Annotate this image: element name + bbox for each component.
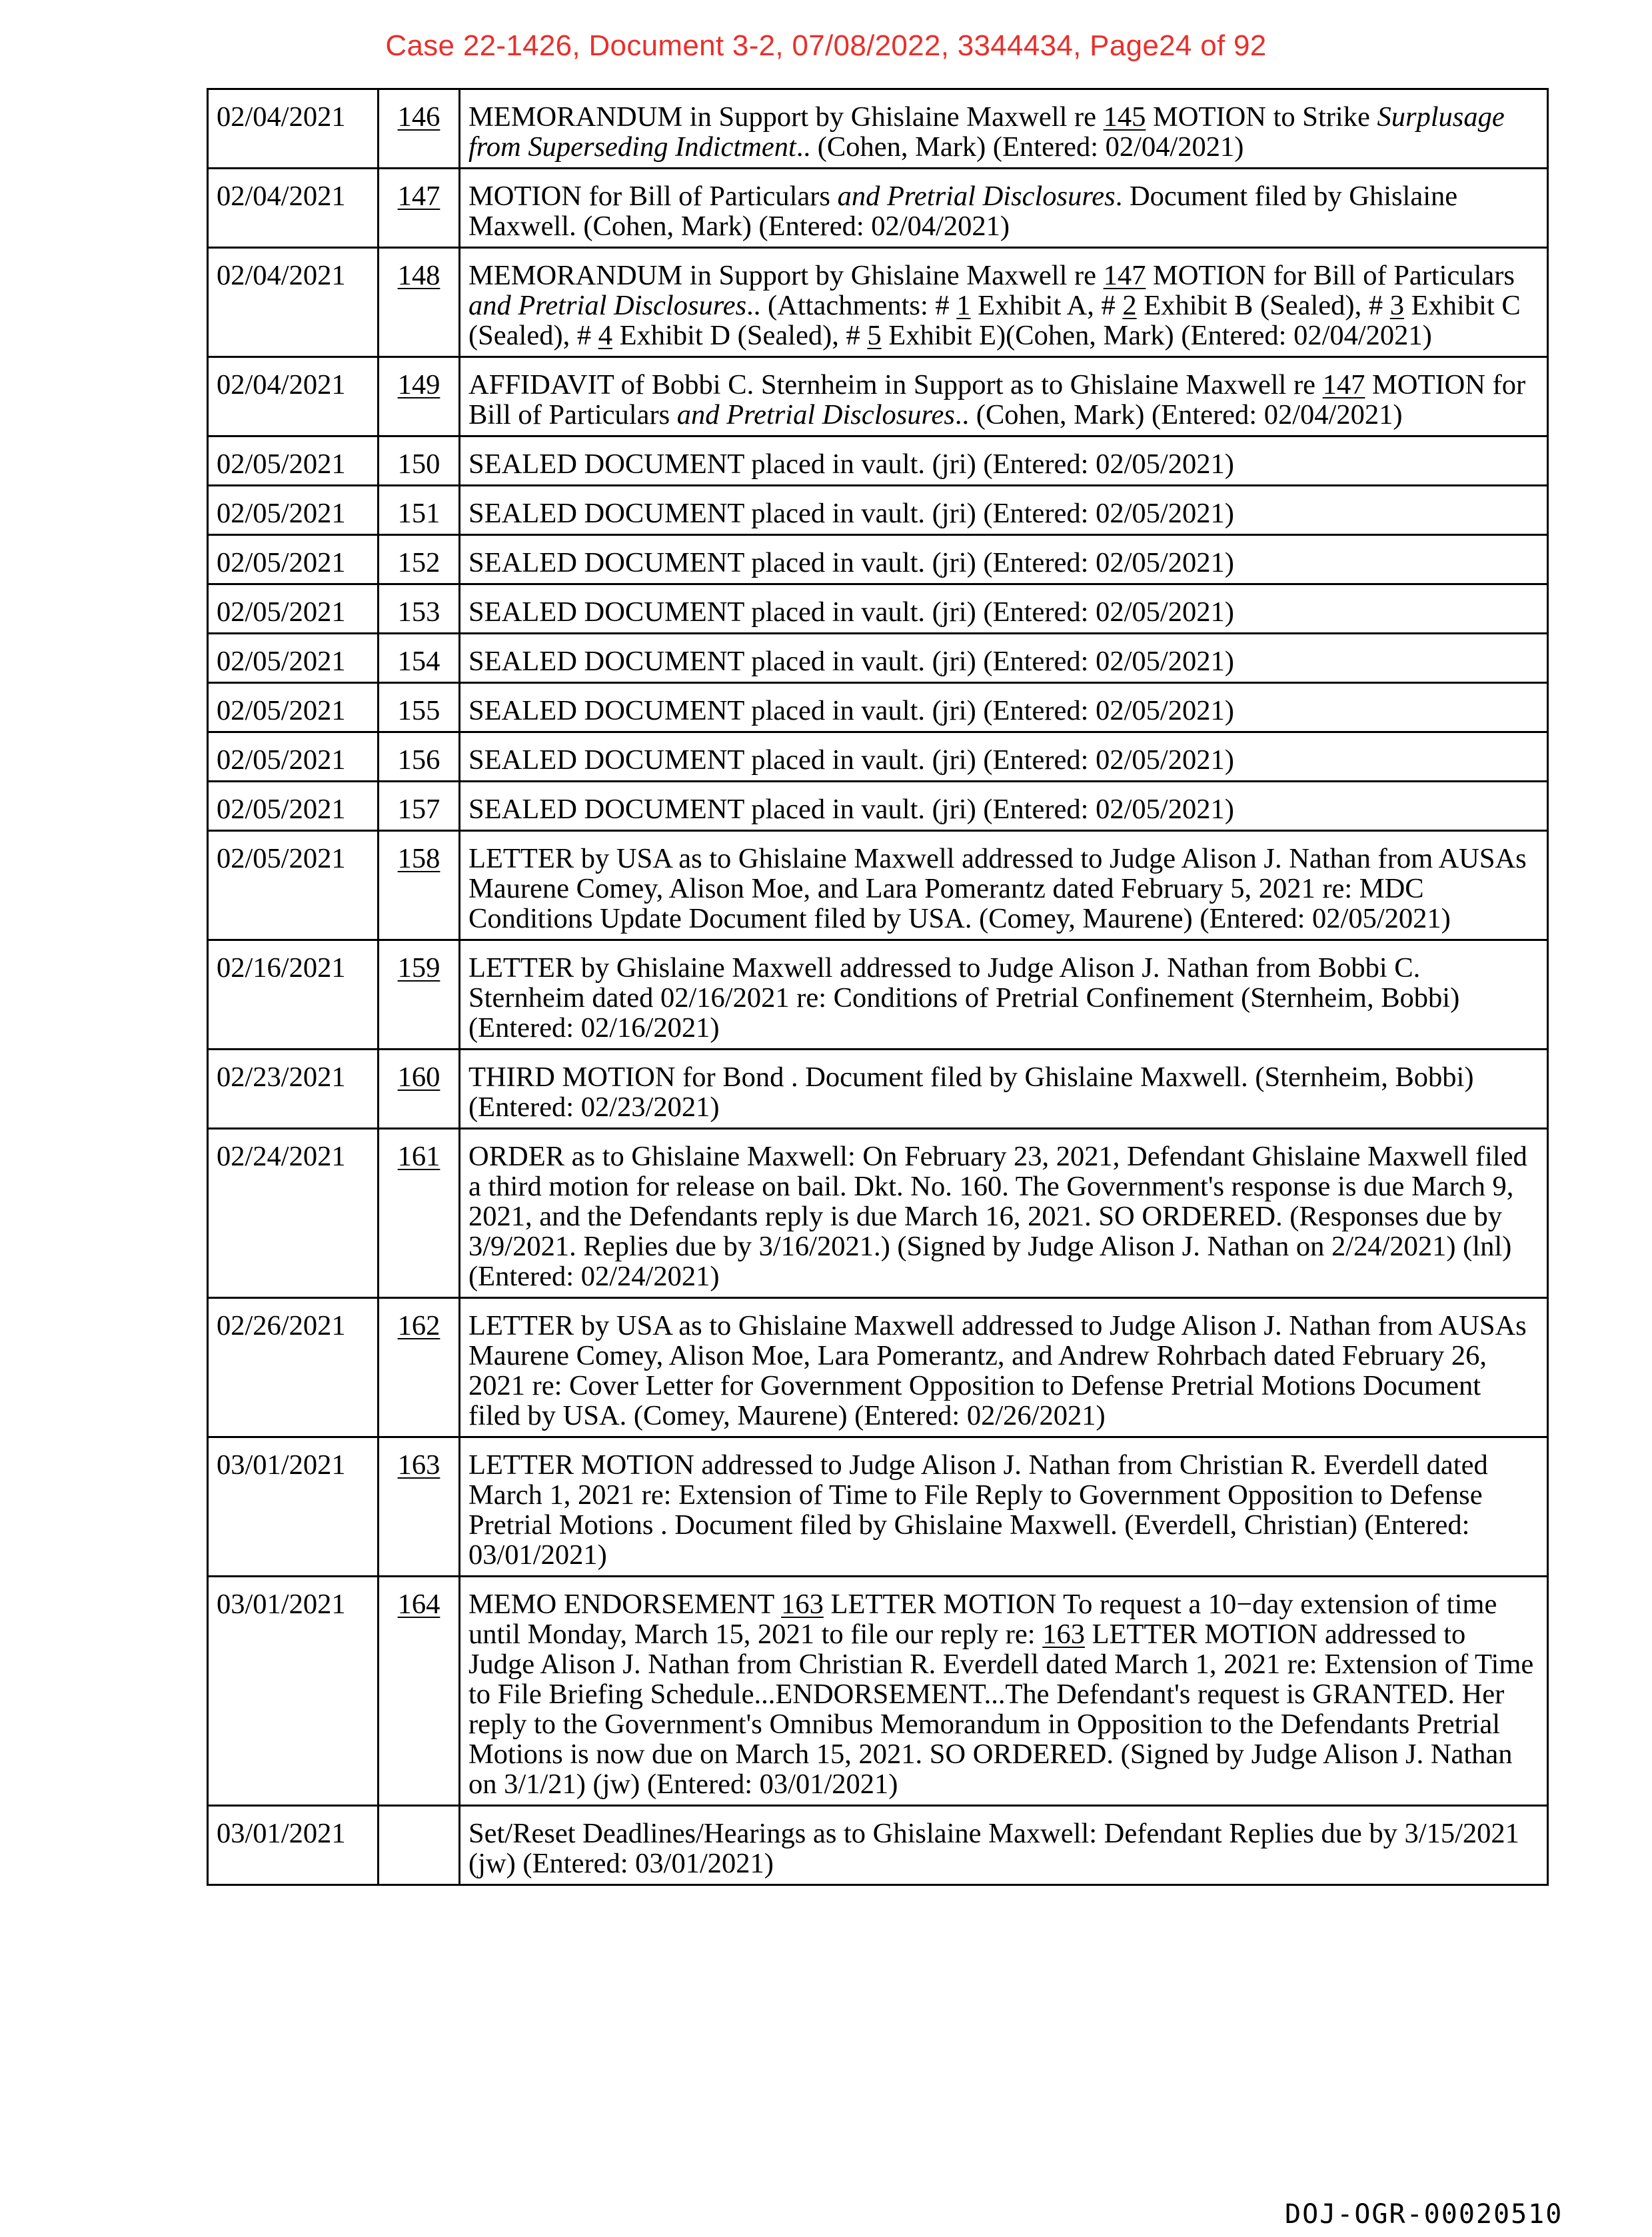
entry-text-segment: LETTER by USA as to Ghislaine Maxwell addressed to Judge Alison J. Nathan from AUSAs Maurene Comey, Alison Moe, Lara Pomerantz, and Andrew Rohrbach dated February 26, 2021 re: Cover Letter for Government Opposition to Defense Pretrial Motions Document filed by USA. (Comey, Maurene) (Entered: 02/26/2021) <box>468 1310 1527 1431</box>
entry-number-cell <box>379 831 460 940</box>
entry-text <box>460 89 1548 169</box>
entry-text-italic: Surplusage from Superseding Indictment <box>468 101 1505 163</box>
entry-text-segment: THIRD MOTION for Bond . Document filed by Ghislaine Maxwell. (Sternheim, Bobbi) (Entered: 02/23/2021) <box>468 1062 1474 1123</box>
entry-text-segment: MOTION to Strike <box>1146 101 1377 133</box>
entry-number: 156 <box>397 744 440 776</box>
entry-text <box>460 436 1548 486</box>
docket-row <box>208 782 1548 831</box>
entry-date: 02/05/2021 <box>208 831 379 940</box>
entry-text-segment: Exhibit C (Sealed), # <box>468 290 1521 351</box>
entry-number-link[interactable]: 162 <box>397 1310 440 1341</box>
entry-text <box>460 486 1548 535</box>
entry-date: 02/04/2021 <box>208 89 379 169</box>
entry-text-segment: MEMO ENDORSEMENT <box>468 1589 782 1620</box>
entry-date: 02/16/2021 <box>208 940 379 1050</box>
entry-number-link[interactable]: 158 <box>397 843 440 874</box>
entry-text-segment: SEALED DOCUMENT placed in vault. (jri) (Entered: 02/05/2021) <box>468 695 1234 726</box>
entry-text <box>460 1806 1548 1885</box>
entry-date: 03/01/2021 <box>208 1577 379 1806</box>
entry-number-link[interactable]: 164 <box>397 1589 440 1620</box>
entry-number-link[interactable]: 146 <box>397 101 440 133</box>
entry-text <box>460 1050 1548 1129</box>
entry-date: 02/04/2021 <box>208 248 379 357</box>
entry-number-cell <box>379 357 460 436</box>
entry-number-cell <box>379 1806 460 1885</box>
entry-text-segment: AFFIDAVIT of Bobbi C. Sternheim in Support as to Ghislaine Maxwell re <box>468 369 1323 400</box>
entry-number-cell <box>379 732 460 782</box>
entry-text-segment: SEALED DOCUMENT placed in vault. (jri) (Entered: 02/05/2021) <box>468 646 1234 677</box>
entry-number: 154 <box>397 646 440 677</box>
entry-date: 02/05/2021 <box>208 634 379 683</box>
entry-date: 02/23/2021 <box>208 1050 379 1129</box>
entry-number-cell <box>379 1050 460 1129</box>
entry-text-segment: LETTER MOTION addressed to Judge Alison J. Nathan from Christian R. Everdell dated March 1, 2021 re: Extension of Time to File Briefing Schedule...ENDORSEMENT...The Defendant's request is GRANTED. Her reply to the Government's Omnibus Memorandum in Opposition to the Defendants Pretrial Motions is now due on March 15, 2021. SO ORDERED. (Signed by Judge Alison J. Nathan on 3/1/21) (jw) (Entered: 03/01/2021) <box>468 1619 1534 1800</box>
entry-text-segment: LETTER MOTION addressed to Judge Alison J. Nathan from Christian R. Everdell dated March 1, 2021 re: Extension of Time to File Reply to Government Opposition to Defense Pretrial Motions . Document filed by Ghislaine Maxwell. (Everdell, Christian) (Entered: 03/01/2021) <box>468 1449 1488 1571</box>
entry-number-link[interactable]: 159 <box>397 952 440 984</box>
docket-reference-link[interactable]: 163 <box>1042 1619 1085 1650</box>
docket-reference-link[interactable]: 147 <box>1322 369 1365 400</box>
docket-row <box>208 1437 1548 1577</box>
docket-reference-link[interactable]: 4 <box>598 320 612 351</box>
entry-text <box>460 940 1548 1050</box>
docket-row <box>208 1806 1548 1885</box>
entry-number-link[interactable]: 161 <box>397 1141 440 1172</box>
entry-text-segment: MOTION for Bill of Particulars <box>1146 260 1515 291</box>
docket-reference-link[interactable]: 2 <box>1122 290 1137 321</box>
entry-text-segment: Exhibit A, # <box>970 290 1123 321</box>
entry-date: 02/05/2021 <box>208 486 379 535</box>
entry-date: 03/01/2021 <box>208 1437 379 1577</box>
entry-date: 02/04/2021 <box>208 357 379 436</box>
entry-number-link[interactable]: 148 <box>397 260 440 291</box>
entry-text <box>460 732 1548 782</box>
entry-text <box>460 831 1548 940</box>
entry-text-segment: MEMORANDUM in Support by Ghislaine Maxwell re <box>468 260 1104 291</box>
entry-text-segment: MEMORANDUM in Support by Ghislaine Maxwell re <box>468 101 1104 133</box>
entry-text-segment: Exhibit E)(Cohen, Mark) (Entered: 02/04/2021) <box>881 320 1432 351</box>
entry-date: 02/04/2021 <box>208 169 379 248</box>
entry-text-segment: SEALED DOCUMENT placed in vault. (jri) (Entered: 02/05/2021) <box>468 547 1234 578</box>
docket-row <box>208 1577 1548 1806</box>
entry-number: 155 <box>397 695 440 726</box>
docket-reference-link[interactable]: 163 <box>781 1589 824 1620</box>
entry-text <box>460 1437 1548 1577</box>
entry-number-cell <box>379 683 460 732</box>
entry-text-segment: LETTER MOTION To request a 10−day extension of time until Monday, March 15, 2021 to file our reply re: <box>468 1589 1497 1650</box>
docket-row <box>208 535 1548 584</box>
docket-reference-link[interactable]: 3 <box>1389 290 1404 321</box>
docket-row <box>208 831 1548 940</box>
entry-text <box>460 683 1548 732</box>
docket-reference-link[interactable]: 145 <box>1103 101 1146 133</box>
entry-number-cell <box>379 634 460 683</box>
entry-number-link[interactable]: 160 <box>397 1062 440 1093</box>
entry-text-segment: .. (Attachments: # <box>746 290 957 321</box>
docket-reference-link[interactable]: 1 <box>956 290 971 321</box>
docket-row <box>208 584 1548 634</box>
docket-row <box>208 436 1548 486</box>
entry-number-cell <box>379 1577 460 1806</box>
entry-text-segment: Exhibit D (Sealed), # <box>612 320 868 351</box>
docket-table <box>207 88 1549 1886</box>
entry-text <box>460 248 1548 357</box>
entry-text-segment: SEALED DOCUMENT placed in vault. (jri) (Entered: 02/05/2021) <box>468 596 1234 628</box>
entry-text-segment: LETTER by USA as to Ghislaine Maxwell addressed to Judge Alison J. Nathan from AUSAs Maurene Comey, Alison Moe, and Lara Pomerantz dated February 5, 2021 re: MDC Conditions Update Document filed by USA. (Comey, Maurene) (Entered: 02/05/2021) <box>468 843 1527 934</box>
entry-number: 153 <box>397 596 440 628</box>
entry-text-italic: and Pretrial Disclosures <box>676 399 955 430</box>
entry-text-segment: .. (Cohen, Mark) (Entered: 02/04/2021) <box>796 131 1244 163</box>
docket-row <box>208 1298 1548 1437</box>
entry-date: 02/05/2021 <box>208 436 379 486</box>
entry-date: 02/05/2021 <box>208 732 379 782</box>
entry-text-italic: and Pretrial Disclosures <box>468 290 747 321</box>
entry-date: 02/24/2021 <box>208 1129 379 1298</box>
entry-number: 151 <box>397 498 440 529</box>
entry-number: 152 <box>397 547 440 578</box>
entry-text-segment: SEALED DOCUMENT placed in vault. (jri) (Entered: 02/05/2021) <box>468 794 1234 825</box>
entry-date: 03/01/2021 <box>208 1806 379 1885</box>
docket-reference-link[interactable]: 147 <box>1103 260 1146 291</box>
entry-number-cell <box>379 1437 460 1577</box>
docket-row <box>208 357 1548 436</box>
entry-text-segment: SEALED DOCUMENT placed in vault. (jri) (Entered: 02/05/2021) <box>468 744 1234 776</box>
entry-date: 02/05/2021 <box>208 584 379 634</box>
entry-number-link[interactable]: 149 <box>397 369 440 400</box>
entry-number-cell <box>379 248 460 357</box>
entry-text <box>460 584 1548 634</box>
entry-number-cell <box>379 486 460 535</box>
docket-row <box>208 683 1548 732</box>
docket-row <box>208 634 1548 683</box>
entry-text-segment: LETTER by Ghislaine Maxwell addressed to Judge Alison J. Nathan from Bobbi C. Sternheim dated 02/16/2021 re: Conditions of Pretrial Confinement (Sternheim, Bobbi) (Entered: 02/16/2021) <box>468 952 1460 1044</box>
entry-number-cell <box>379 1129 460 1298</box>
entry-text-segment: MOTION for Bill of Particulars <box>468 181 838 212</box>
entry-text-segment: .. (Cohen, Mark) (Entered: 02/04/2021) <box>954 399 1403 430</box>
docket-row <box>208 940 1548 1050</box>
case-header: Case 22-1426, Document 3-2, 07/08/2022, 3344434, Page24 of 92 <box>385 29 1267 62</box>
entry-date: 02/26/2021 <box>208 1298 379 1437</box>
entry-text <box>460 169 1548 248</box>
entry-text <box>460 535 1548 584</box>
entry-date: 02/05/2021 <box>208 683 379 732</box>
entry-number-cell <box>379 1298 460 1437</box>
entry-text-segment: SEALED DOCUMENT placed in vault. (jri) (Entered: 02/05/2021) <box>468 448 1234 480</box>
entry-number-cell <box>379 940 460 1050</box>
bates-number: DOJ-OGR-00020510 <box>1285 2199 1563 2230</box>
docket-reference-link[interactable]: 5 <box>867 320 882 351</box>
entry-text-italic: and Pretrial Disclosures <box>837 181 1116 212</box>
entry-number-link[interactable]: 147 <box>397 181 440 212</box>
entry-date: 02/05/2021 <box>208 535 379 584</box>
entry-text-segment: . Document filed by Ghislaine Maxwell. (Cohen, Mark) (Entered: 02/04/2021) <box>468 181 1458 242</box>
entry-date: 02/05/2021 <box>208 782 379 831</box>
docket-row <box>208 732 1548 782</box>
docket-row <box>208 89 1548 169</box>
entry-number-cell <box>379 535 460 584</box>
entry-text-segment: MOTION for Bill of Particulars <box>468 369 1526 430</box>
docket-body <box>208 89 1548 1885</box>
entry-number-cell <box>379 89 460 169</box>
docket-row <box>208 169 1548 248</box>
entry-number-cell <box>379 782 460 831</box>
entry-number-link[interactable]: 163 <box>397 1449 440 1481</box>
entry-text-segment: SEALED DOCUMENT placed in vault. (jri) (Entered: 02/05/2021) <box>468 498 1234 529</box>
entry-text <box>460 1129 1548 1298</box>
docket-row <box>208 248 1548 357</box>
docket-row <box>208 486 1548 535</box>
docket-row <box>208 1050 1548 1129</box>
entry-number: 157 <box>397 794 440 825</box>
docket-row <box>208 1129 1548 1298</box>
entry-text <box>460 634 1548 683</box>
entry-text <box>460 357 1548 436</box>
entry-text <box>460 1298 1548 1437</box>
entry-text <box>460 782 1548 831</box>
entry-text-segment: Set/Reset Deadlines/Hearings as to Ghislaine Maxwell: Defendant Replies due by 3/15/2021 (jw) (Entered: 03/01/2021) <box>468 1818 1519 1879</box>
entry-number-cell <box>379 169 460 248</box>
entry-number: 150 <box>397 448 440 480</box>
entry-text-segment: Exhibit B (Sealed), # <box>1136 290 1390 321</box>
entry-text <box>460 1577 1548 1806</box>
entry-text-segment: ORDER as to Ghislaine Maxwell: On February 23, 2021, Defendant Ghislaine Maxwell filed a third motion for release on bail. Dkt. No. 160. The Government's response is due March 9, 2021, and the Defendants reply is due March 16, 2021. SO ORDERED. (Responses due by 3/9/2021. Replies due by 3/16/2021.) (Signed by Judge Alison J. Nathan on 2/24/2021) (lnl) (Entered: 02/24/2021) <box>468 1141 1527 1292</box>
entry-number-cell <box>379 584 460 634</box>
entry-number-cell <box>379 436 460 486</box>
